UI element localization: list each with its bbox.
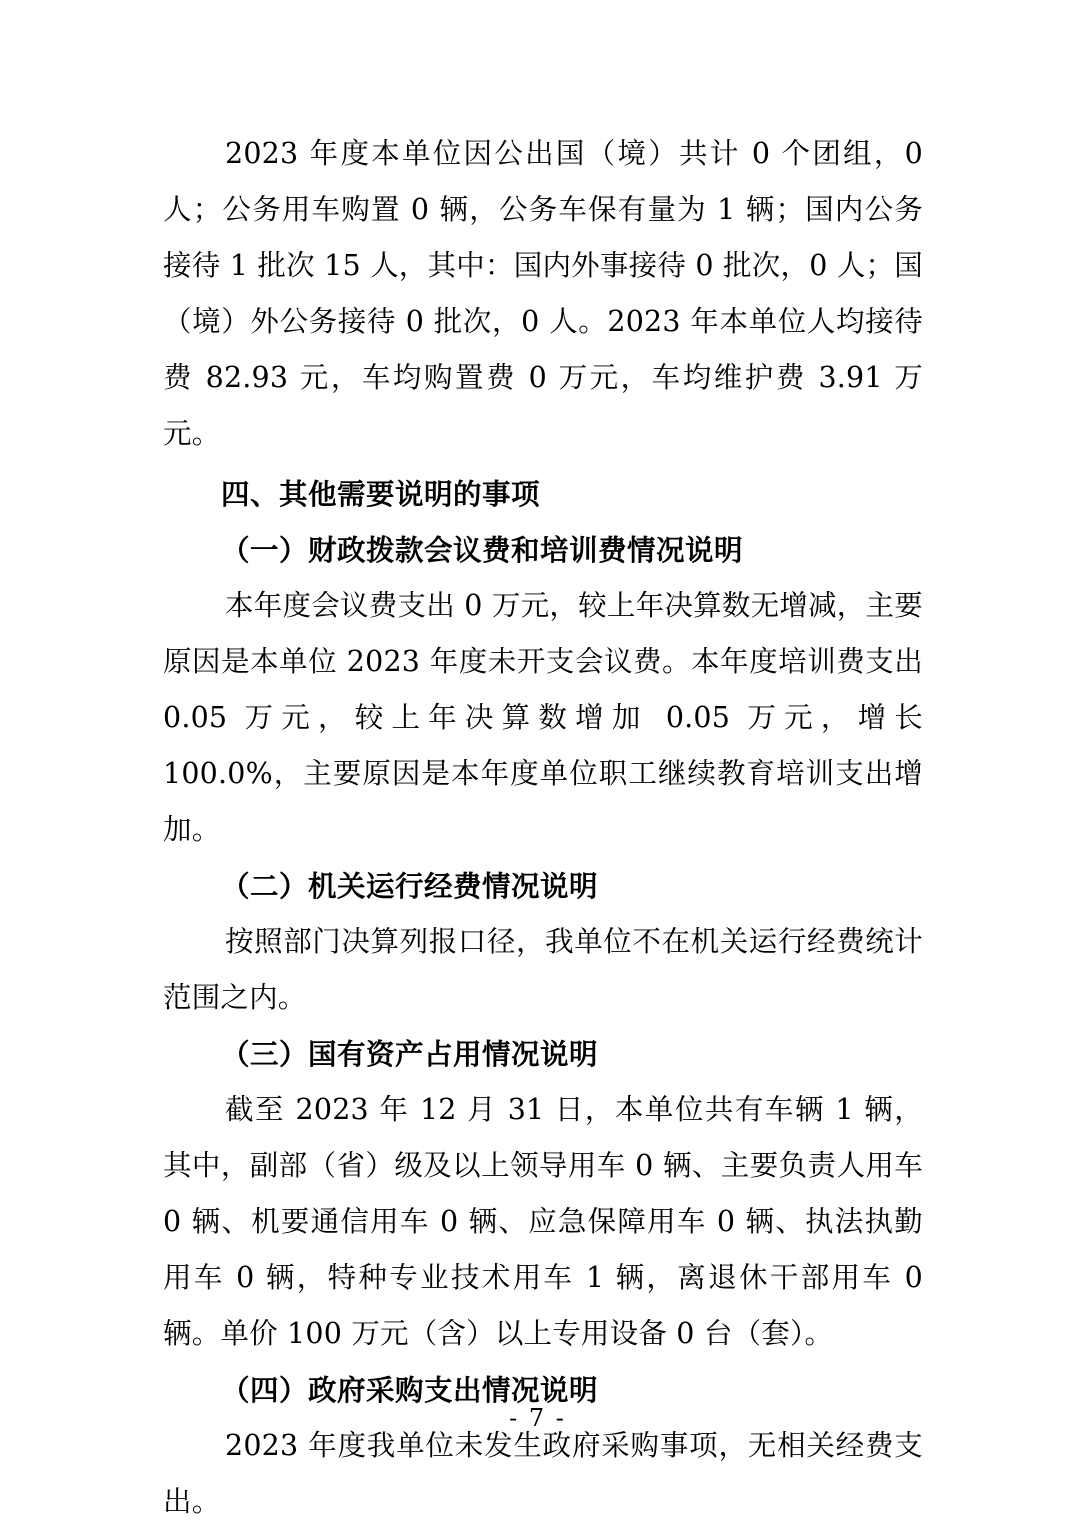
subheading-item-one: （一）财政拨款会议费和培训费情况说明 <box>221 533 744 567</box>
paragraph-meeting-training-fee: 本年度会议费支出 0 万元，较上年决算数无增减，主要原因是本单位 2023 年度未开支会议费。本年度培训费支出 0.05 万元，较上年决算数增加 0.05 万元，增长 100.0%，主要原因是本年度单位职工继续教育培训支出增加。 <box>163 589 923 846</box>
page-number: - 7 - <box>509 1404 566 1432</box>
paragraph-overseas-travel: 2023 年度本单位因公出国（境）共计 0 个团组，0 人；公务用车购置 0 辆，公务车保有量为 1 辆；国内公务接待 1 批次 15 人，其中：国内外事接待 0 批次，0 人；国（境）外公务接待 0 批次，0 人。2023 年本单位人均接待费 82.93 元，车均购置费 0 万元，车均维护费 3.91 万元。 <box>163 137 923 450</box>
paragraph-operating-expenses: 按照部门决算列报口径，我单位不在机关运行经费统计范围之内。 <box>163 925 923 1014</box>
document-body <box>163 126 923 1520</box>
subheading-item-four: （四）政府采购支出情况说明 <box>221 1373 599 1407</box>
heading-section-four: 四、其他需要说明的事项 <box>221 477 541 511</box>
paragraph-government-procurement: 2023 年度我单位未发生政府采购事项，无相关经费支出。 <box>163 1429 923 1518</box>
subheading-item-three: （三）国有资产占用情况说明 <box>221 1037 599 1071</box>
subheading-item-two: （二）机关运行经费情况说明 <box>221 869 599 903</box>
paragraph-state-assets: 截至 2023 年 12 月 31 日，本单位共有车辆 1 辆，其中，副部（省）级及以上领导用车 0 辆、主要负责人用车 0 辆、机要通信用车 0 辆、应急保障用车 0 辆、执法执勤用车 0 辆，特种专业技术用车 1 辆，离退休干部用车 0 辆。单价 100 万元（含）以上专用设备 0 台（套）。 <box>163 1093 923 1350</box>
